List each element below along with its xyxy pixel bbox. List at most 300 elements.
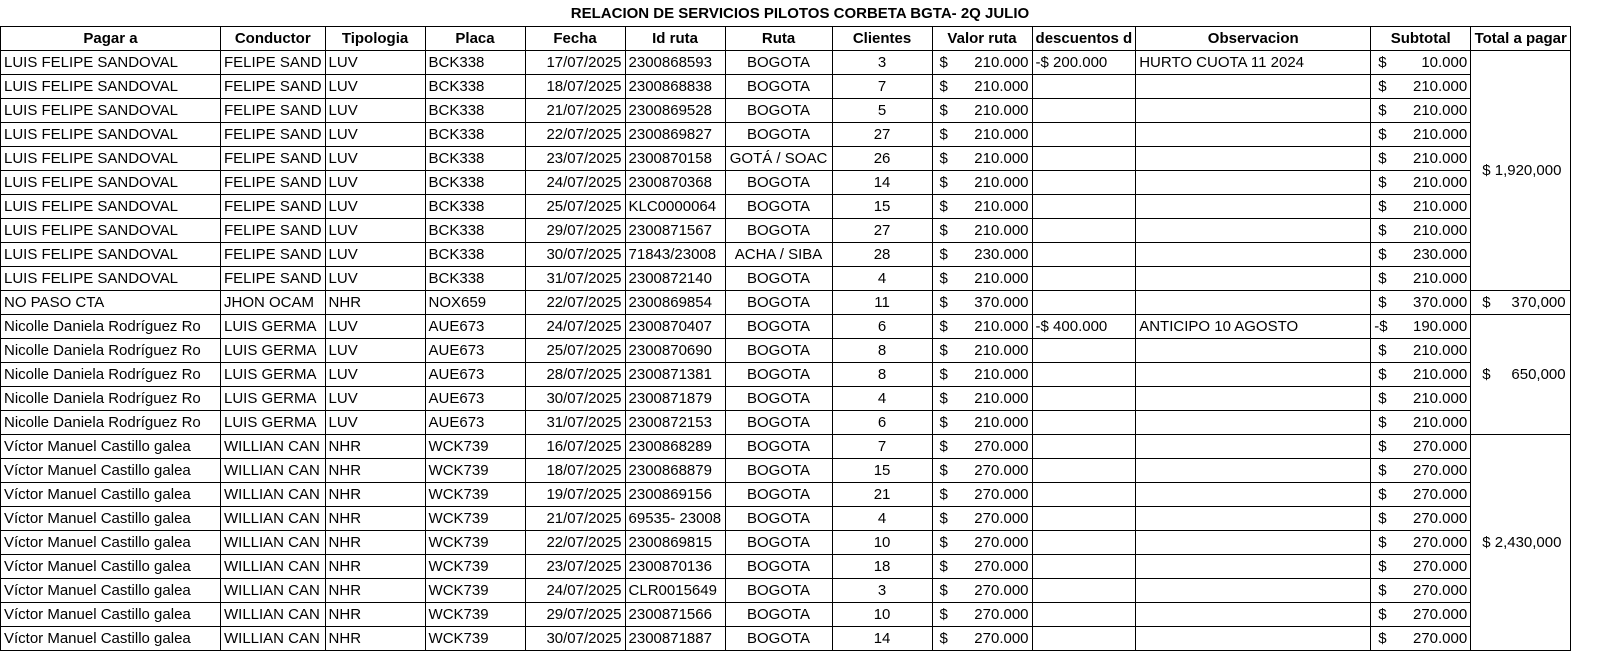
cell-ruta[interactable]: BOGOTA <box>725 51 832 75</box>
cell-fecha[interactable]: 31/07/2025 <box>525 267 625 291</box>
cell-clientes[interactable]: 10 <box>832 603 932 627</box>
cell-descuentos[interactable] <box>1032 219 1136 243</box>
cell-pagar-a[interactable]: LUIS FELIPE SANDOVAL <box>1 195 221 219</box>
cell-ruta[interactable]: BOGOTA <box>725 507 832 531</box>
cell-subtotal[interactable] <box>1371 411 1471 435</box>
cell-tipologia[interactable]: NHR <box>325 531 425 555</box>
cell-observacion[interactable] <box>1136 555 1371 579</box>
cell-ruta[interactable]: BOGOTA <box>725 123 832 147</box>
cell-conductor[interactable]: FELIPE SAND <box>221 195 326 219</box>
cell-observacion[interactable] <box>1136 147 1371 171</box>
cell-pagar-a[interactable]: NO PASO CTA <box>1 291 221 315</box>
cell-tipologia[interactable]: LUV <box>325 243 425 267</box>
cell-valor-ruta[interactable] <box>932 411 1032 435</box>
cell-valor-ruta[interactable] <box>932 51 1032 75</box>
cell-ruta[interactable]: GOTÁ / SOAC <box>725 147 832 171</box>
cell-clientes[interactable]: 14 <box>832 171 932 195</box>
cell-fecha[interactable]: 21/07/2025 <box>525 507 625 531</box>
cell-fecha[interactable]: 21/07/2025 <box>525 99 625 123</box>
cell-pagar-a[interactable]: Nicolle Daniela Rodríguez Ro <box>1 411 221 435</box>
cell-valor-ruta[interactable] <box>932 627 1032 651</box>
cell-conductor[interactable]: FELIPE SAND <box>221 267 326 291</box>
cell-descuentos[interactable] <box>1032 363 1136 387</box>
cell-observacion[interactable]: ANTICIPO 10 AGOSTO <box>1136 315 1371 339</box>
cell-pagar-a[interactable]: LUIS FELIPE SANDOVAL <box>1 123 221 147</box>
cell-fecha[interactable]: 30/07/2025 <box>525 387 625 411</box>
cell-fecha[interactable]: 25/07/2025 <box>525 339 625 363</box>
cell-descuentos[interactable] <box>1032 147 1136 171</box>
cell-valor-ruta[interactable] <box>932 99 1032 123</box>
cell-id-ruta[interactable]: 2300871381 <box>625 363 725 387</box>
cell-observacion[interactable] <box>1136 171 1371 195</box>
cell-conductor[interactable]: FELIPE SAND <box>221 123 326 147</box>
cell-valor-ruta[interactable] <box>932 291 1032 315</box>
cell-valor-ruta[interactable] <box>932 387 1032 411</box>
cell-observacion[interactable] <box>1136 99 1371 123</box>
cell-id-ruta[interactable]: 2300869156 <box>625 483 725 507</box>
cell-fecha[interactable]: 30/07/2025 <box>525 627 625 651</box>
cell-id-ruta[interactable]: 2300868593 <box>625 51 725 75</box>
cell-clientes[interactable]: 7 <box>832 435 932 459</box>
cell-conductor[interactable]: LUIS GERMA <box>221 363 326 387</box>
cell-ruta[interactable]: BOGOTA <box>725 195 832 219</box>
cell-valor-ruta[interactable] <box>932 147 1032 171</box>
cell-ruta[interactable]: BOGOTA <box>725 435 832 459</box>
cell-conductor[interactable]: FELIPE SAND <box>221 99 326 123</box>
cell-fecha[interactable]: 23/07/2025 <box>525 555 625 579</box>
cell-descuentos[interactable] <box>1032 507 1136 531</box>
cell-clientes[interactable]: 5 <box>832 99 932 123</box>
cell-fecha[interactable]: 22/07/2025 <box>525 291 625 315</box>
cell-tipologia[interactable]: NHR <box>325 507 425 531</box>
cell-ruta[interactable]: BOGOTA <box>725 171 832 195</box>
cell-ruta[interactable]: BOGOTA <box>725 99 832 123</box>
cell-tipologia[interactable]: LUV <box>325 315 425 339</box>
cell-observacion[interactable] <box>1136 627 1371 651</box>
cell-total-a-pagar[interactable] <box>1471 315 1571 435</box>
cell-subtotal[interactable] <box>1371 219 1471 243</box>
cell-observacion[interactable] <box>1136 291 1371 315</box>
cell-ruta[interactable]: BOGOTA <box>725 219 832 243</box>
cell-placa[interactable]: WCK739 <box>425 435 525 459</box>
cell-placa[interactable]: BCK338 <box>425 51 525 75</box>
cell-descuentos[interactable] <box>1032 483 1136 507</box>
cell-pagar-a[interactable]: LUIS FELIPE SANDOVAL <box>1 99 221 123</box>
cell-fecha[interactable]: 18/07/2025 <box>525 75 625 99</box>
cell-subtotal[interactable] <box>1371 531 1471 555</box>
cell-descuentos[interactable] <box>1032 291 1136 315</box>
cell-fecha[interactable]: 24/07/2025 <box>525 579 625 603</box>
cell-conductor[interactable]: FELIPE SAND <box>221 171 326 195</box>
cell-pagar-a[interactable]: Nicolle Daniela Rodríguez Ro <box>1 363 221 387</box>
header-cell[interactable]: Valor ruta <box>932 27 1032 51</box>
cell-tipologia[interactable]: LUV <box>325 219 425 243</box>
cell-subtotal[interactable] <box>1371 75 1471 99</box>
cell-ruta[interactable]: BOGOTA <box>725 315 832 339</box>
cell-observacion[interactable] <box>1136 387 1371 411</box>
cell-valor-ruta[interactable] <box>932 603 1032 627</box>
cell-observacion[interactable] <box>1136 339 1371 363</box>
cell-pagar-a[interactable]: LUIS FELIPE SANDOVAL <box>1 243 221 267</box>
cell-tipologia[interactable]: NHR <box>325 555 425 579</box>
cell-clientes[interactable]: 6 <box>832 315 932 339</box>
cell-conductor[interactable]: WILLIAN CAN <box>221 579 326 603</box>
cell-subtotal[interactable] <box>1371 195 1471 219</box>
cell-tipologia[interactable]: NHR <box>325 627 425 651</box>
cell-tipologia[interactable]: NHR <box>325 483 425 507</box>
cell-placa[interactable]: WCK739 <box>425 627 525 651</box>
cell-placa[interactable]: BCK338 <box>425 147 525 171</box>
cell-placa[interactable]: AUE673 <box>425 363 525 387</box>
cell-conductor[interactable]: FELIPE SAND <box>221 243 326 267</box>
cell-fecha[interactable]: 24/07/2025 <box>525 315 625 339</box>
cell-placa[interactable]: BCK338 <box>425 219 525 243</box>
cell-tipologia[interactable]: NHR <box>325 579 425 603</box>
cell-id-ruta[interactable]: 69535- 23008 <box>625 507 725 531</box>
cell-id-ruta[interactable]: 2300869854 <box>625 291 725 315</box>
cell-placa[interactable]: BCK338 <box>425 171 525 195</box>
cell-pagar-a[interactable]: LUIS FELIPE SANDOVAL <box>1 75 221 99</box>
cell-conductor[interactable]: WILLIAN CAN <box>221 459 326 483</box>
cell-tipologia[interactable]: LUV <box>325 339 425 363</box>
cell-ruta[interactable]: BOGOTA <box>725 363 832 387</box>
cell-id-ruta[interactable]: 2300868838 <box>625 75 725 99</box>
header-cell[interactable]: Id ruta <box>625 27 725 51</box>
cell-clientes[interactable]: 28 <box>832 243 932 267</box>
cell-placa[interactable]: NOX659 <box>425 291 525 315</box>
cell-valor-ruta[interactable] <box>932 459 1032 483</box>
cell-valor-ruta[interactable] <box>932 123 1032 147</box>
cell-ruta[interactable]: ACHA / SIBA <box>725 243 832 267</box>
header-cell[interactable]: Observacion <box>1136 27 1371 51</box>
cell-tipologia[interactable]: LUV <box>325 147 425 171</box>
cell-id-ruta[interactable]: CLR0015649 <box>625 579 725 603</box>
cell-id-ruta[interactable]: 2300868289 <box>625 435 725 459</box>
cell-conductor[interactable]: JHON OCAM <box>221 291 326 315</box>
cell-placa[interactable]: WCK739 <box>425 483 525 507</box>
cell-descuentos[interactable] <box>1032 75 1136 99</box>
cell-ruta[interactable]: BOGOTA <box>725 339 832 363</box>
cell-observacion[interactable] <box>1136 75 1371 99</box>
cell-conductor[interactable]: LUIS GERMA <box>221 411 326 435</box>
cell-observacion[interactable] <box>1136 411 1371 435</box>
cell-ruta[interactable]: BOGOTA <box>725 531 832 555</box>
cell-descuentos[interactable] <box>1032 195 1136 219</box>
cell-valor-ruta[interactable] <box>932 243 1032 267</box>
cell-pagar-a[interactable]: Nicolle Daniela Rodríguez Ro <box>1 387 221 411</box>
cell-pagar-a[interactable]: LUIS FELIPE SANDOVAL <box>1 267 221 291</box>
cell-ruta[interactable]: BOGOTA <box>725 627 832 651</box>
cell-subtotal[interactable] <box>1371 267 1471 291</box>
cell-clientes[interactable]: 4 <box>832 507 932 531</box>
cell-clientes[interactable]: 11 <box>832 291 932 315</box>
cell-subtotal[interactable] <box>1371 579 1471 603</box>
cell-fecha[interactable]: 29/07/2025 <box>525 219 625 243</box>
cell-pagar-a[interactable]: LUIS FELIPE SANDOVAL <box>1 219 221 243</box>
cell-id-ruta[interactable]: 2300869815 <box>625 531 725 555</box>
cell-fecha[interactable]: 22/07/2025 <box>525 531 625 555</box>
cell-clientes[interactable]: 3 <box>832 51 932 75</box>
cell-placa[interactable]: WCK739 <box>425 555 525 579</box>
cell-valor-ruta[interactable] <box>932 555 1032 579</box>
cell-pagar-a[interactable]: Víctor Manuel Castillo galea <box>1 579 221 603</box>
cell-subtotal[interactable] <box>1371 555 1471 579</box>
cell-pagar-a[interactable]: Víctor Manuel Castillo galea <box>1 531 221 555</box>
cell-pagar-a[interactable]: Nicolle Daniela Rodríguez Ro <box>1 315 221 339</box>
cell-descuentos[interactable] <box>1032 435 1136 459</box>
cell-id-ruta[interactable]: KLC0000064 <box>625 195 725 219</box>
cell-subtotal[interactable] <box>1371 603 1471 627</box>
cell-descuentos[interactable] <box>1032 579 1136 603</box>
cell-valor-ruta[interactable] <box>932 531 1032 555</box>
cell-observacion[interactable] <box>1136 363 1371 387</box>
cell-placa[interactable]: WCK739 <box>425 603 525 627</box>
cell-ruta[interactable]: BOGOTA <box>725 483 832 507</box>
cell-clientes[interactable]: 21 <box>832 483 932 507</box>
cell-ruta[interactable]: BOGOTA <box>725 603 832 627</box>
cell-id-ruta[interactable]: 2300871566 <box>625 603 725 627</box>
cell-fecha[interactable]: 22/07/2025 <box>525 123 625 147</box>
cell-conductor[interactable]: WILLIAN CAN <box>221 603 326 627</box>
cell-placa[interactable]: AUE673 <box>425 339 525 363</box>
cell-id-ruta[interactable]: 71843/23008 <box>625 243 725 267</box>
cell-clientes[interactable]: 26 <box>832 147 932 171</box>
cell-tipologia[interactable]: LUV <box>325 195 425 219</box>
header-cell[interactable]: Total a pagar <box>1471 27 1571 51</box>
cell-descuentos[interactable] <box>1032 243 1136 267</box>
cell-clientes[interactable]: 10 <box>832 531 932 555</box>
cell-subtotal[interactable] <box>1371 315 1471 339</box>
cell-pagar-a[interactable]: LUIS FELIPE SANDOVAL <box>1 147 221 171</box>
cell-id-ruta[interactable]: 2300869827 <box>625 123 725 147</box>
header-cell[interactable]: Placa <box>425 27 525 51</box>
header-cell[interactable]: Conductor <box>221 27 326 51</box>
cell-ruta[interactable]: BOGOTA <box>725 387 832 411</box>
cell-valor-ruta[interactable] <box>932 363 1032 387</box>
cell-clientes[interactable]: 3 <box>832 579 932 603</box>
cell-observacion[interactable] <box>1136 219 1371 243</box>
cell-valor-ruta[interactable] <box>932 579 1032 603</box>
cell-subtotal[interactable] <box>1371 123 1471 147</box>
cell-descuentos[interactable] <box>1032 459 1136 483</box>
cell-id-ruta[interactable]: 2300871879 <box>625 387 725 411</box>
cell-id-ruta[interactable]: 2300870407 <box>625 315 725 339</box>
cell-conductor[interactable]: WILLIAN CAN <box>221 507 326 531</box>
cell-conductor[interactable]: WILLIAN CAN <box>221 435 326 459</box>
cell-conductor[interactable]: WILLIAN CAN <box>221 531 326 555</box>
cell-total-a-pagar[interactable] <box>1471 51 1571 291</box>
cell-placa[interactable]: AUE673 <box>425 387 525 411</box>
cell-descuentos[interactable] <box>1032 171 1136 195</box>
cell-fecha[interactable]: 17/07/2025 <box>525 51 625 75</box>
cell-placa[interactable]: BCK338 <box>425 195 525 219</box>
cell-fecha[interactable]: 30/07/2025 <box>525 243 625 267</box>
cell-id-ruta[interactable]: 2300870690 <box>625 339 725 363</box>
cell-tipologia[interactable]: NHR <box>325 459 425 483</box>
cell-pagar-a[interactable]: Víctor Manuel Castillo galea <box>1 507 221 531</box>
cell-subtotal[interactable] <box>1371 291 1471 315</box>
cell-pagar-a[interactable]: LUIS FELIPE SANDOVAL <box>1 51 221 75</box>
cell-placa[interactable]: WCK739 <box>425 507 525 531</box>
cell-fecha[interactable]: 23/07/2025 <box>525 147 625 171</box>
cell-tipologia[interactable]: NHR <box>325 291 425 315</box>
cell-subtotal[interactable] <box>1371 99 1471 123</box>
cell-id-ruta[interactable]: 2300870136 <box>625 555 725 579</box>
cell-clientes[interactable]: 4 <box>832 387 932 411</box>
cell-id-ruta[interactable]: 2300871567 <box>625 219 725 243</box>
cell-subtotal[interactable] <box>1371 363 1471 387</box>
cell-ruta[interactable]: BOGOTA <box>725 459 832 483</box>
cell-subtotal[interactable] <box>1371 483 1471 507</box>
cell-fecha[interactable]: 24/07/2025 <box>525 171 625 195</box>
cell-observacion[interactable] <box>1136 435 1371 459</box>
header-cell[interactable]: Fecha <box>525 27 625 51</box>
cell-valor-ruta[interactable] <box>932 219 1032 243</box>
cell-ruta[interactable]: BOGOTA <box>725 555 832 579</box>
cell-valor-ruta[interactable] <box>932 267 1032 291</box>
cell-subtotal[interactable] <box>1371 459 1471 483</box>
cell-tipologia[interactable]: LUV <box>325 171 425 195</box>
cell-conductor[interactable]: WILLIAN CAN <box>221 483 326 507</box>
cell-conductor[interactable]: LUIS GERMA <box>221 339 326 363</box>
cell-pagar-a[interactable]: Víctor Manuel Castillo galea <box>1 459 221 483</box>
cell-subtotal[interactable] <box>1371 387 1471 411</box>
cell-observacion[interactable] <box>1136 123 1371 147</box>
cell-valor-ruta[interactable] <box>932 195 1032 219</box>
cell-clientes[interactable]: 4 <box>832 267 932 291</box>
cell-placa[interactable]: BCK338 <box>425 267 525 291</box>
cell-subtotal[interactable] <box>1371 627 1471 651</box>
cell-descuentos[interactable] <box>1032 531 1136 555</box>
cell-id-ruta[interactable]: 2300870158 <box>625 147 725 171</box>
cell-tipologia[interactable]: LUV <box>325 75 425 99</box>
cell-tipologia[interactable]: LUV <box>325 123 425 147</box>
cell-valor-ruta[interactable] <box>932 315 1032 339</box>
cell-pagar-a[interactable]: Víctor Manuel Castillo galea <box>1 483 221 507</box>
cell-total-a-pagar[interactable] <box>1471 435 1571 651</box>
cell-subtotal[interactable] <box>1371 147 1471 171</box>
cell-tipologia[interactable]: NHR <box>325 603 425 627</box>
cell-descuentos[interactable]: -$ 400.000 <box>1032 315 1136 339</box>
cell-subtotal[interactable] <box>1371 339 1471 363</box>
cell-fecha[interactable]: 18/07/2025 <box>525 459 625 483</box>
cell-observacion[interactable] <box>1136 459 1371 483</box>
cell-ruta[interactable]: BOGOTA <box>725 75 832 99</box>
cell-tipologia[interactable]: LUV <box>325 267 425 291</box>
cell-descuentos[interactable]: -$ 200.000 <box>1032 51 1136 75</box>
header-cell[interactable]: Clientes <box>832 27 932 51</box>
cell-conductor[interactable]: LUIS GERMA <box>221 315 326 339</box>
cell-clientes[interactable]: 8 <box>832 363 932 387</box>
cell-valor-ruta[interactable] <box>932 435 1032 459</box>
cell-descuentos[interactable] <box>1032 411 1136 435</box>
cell-observacion[interactable] <box>1136 531 1371 555</box>
cell-subtotal[interactable] <box>1371 435 1471 459</box>
cell-pagar-a[interactable]: Víctor Manuel Castillo galea <box>1 435 221 459</box>
header-cell[interactable]: Pagar a <box>1 27 221 51</box>
cell-id-ruta[interactable]: 2300868879 <box>625 459 725 483</box>
cell-tipologia[interactable]: NHR <box>325 435 425 459</box>
cell-conductor[interactable]: FELIPE SAND <box>221 75 326 99</box>
cell-pagar-a[interactable]: Víctor Manuel Castillo galea <box>1 555 221 579</box>
cell-observacion[interactable] <box>1136 483 1371 507</box>
cell-id-ruta[interactable]: 2300869528 <box>625 99 725 123</box>
cell-clientes[interactable]: 27 <box>832 123 932 147</box>
cell-clientes[interactable]: 15 <box>832 459 932 483</box>
cell-conductor[interactable]: FELIPE SAND <box>221 219 326 243</box>
cell-valor-ruta[interactable] <box>932 75 1032 99</box>
cell-conductor[interactable]: WILLIAN CAN <box>221 627 326 651</box>
cell-fecha[interactable]: 29/07/2025 <box>525 603 625 627</box>
cell-tipologia[interactable]: LUV <box>325 99 425 123</box>
cell-descuentos[interactable] <box>1032 603 1136 627</box>
cell-clientes[interactable]: 15 <box>832 195 932 219</box>
header-cell[interactable]: Ruta <box>725 27 832 51</box>
cell-placa[interactable]: BCK338 <box>425 123 525 147</box>
cell-observacion[interactable] <box>1136 579 1371 603</box>
cell-fecha[interactable]: 19/07/2025 <box>525 483 625 507</box>
cell-ruta[interactable]: BOGOTA <box>725 579 832 603</box>
cell-tipologia[interactable]: LUV <box>325 411 425 435</box>
cell-descuentos[interactable] <box>1032 267 1136 291</box>
cell-observacion[interactable] <box>1136 243 1371 267</box>
cell-placa[interactable]: BCK338 <box>425 243 525 267</box>
cell-clientes[interactable]: 7 <box>832 75 932 99</box>
cell-valor-ruta[interactable] <box>932 507 1032 531</box>
cell-placa[interactable]: AUE673 <box>425 411 525 435</box>
cell-placa[interactable]: AUE673 <box>425 315 525 339</box>
cell-clientes[interactable]: 27 <box>832 219 932 243</box>
cell-tipologia[interactable]: LUV <box>325 363 425 387</box>
cell-subtotal[interactable] <box>1371 51 1471 75</box>
cell-subtotal[interactable] <box>1371 243 1471 267</box>
cell-subtotal[interactable] <box>1371 507 1471 531</box>
cell-descuentos[interactable] <box>1032 627 1136 651</box>
cell-pagar-a[interactable]: Víctor Manuel Castillo galea <box>1 627 221 651</box>
cell-ruta[interactable]: BOGOTA <box>725 267 832 291</box>
cell-observacion[interactable] <box>1136 267 1371 291</box>
cell-tipologia[interactable]: LUV <box>325 387 425 411</box>
cell-id-ruta[interactable]: 2300870368 <box>625 171 725 195</box>
cell-conductor[interactable]: WILLIAN CAN <box>221 555 326 579</box>
header-cell[interactable]: Subtotal <box>1371 27 1471 51</box>
cell-descuentos[interactable] <box>1032 339 1136 363</box>
cell-descuentos[interactable] <box>1032 123 1136 147</box>
cell-fecha[interactable]: 16/07/2025 <box>525 435 625 459</box>
header-cell[interactable]: Tipologia <box>325 27 425 51</box>
cell-valor-ruta[interactable] <box>932 483 1032 507</box>
cell-placa[interactable]: WCK739 <box>425 579 525 603</box>
cell-clientes[interactable]: 8 <box>832 339 932 363</box>
cell-id-ruta[interactable]: 2300872140 <box>625 267 725 291</box>
cell-placa[interactable]: BCK338 <box>425 75 525 99</box>
cell-pagar-a[interactable]: LUIS FELIPE SANDOVAL <box>1 171 221 195</box>
cell-conductor[interactable]: FELIPE SAND <box>221 147 326 171</box>
cell-observacion[interactable] <box>1136 507 1371 531</box>
cell-tipologia[interactable]: LUV <box>325 51 425 75</box>
cell-conductor[interactable]: FELIPE SAND <box>221 51 326 75</box>
cell-conductor[interactable]: LUIS GERMA <box>221 387 326 411</box>
cell-subtotal[interactable] <box>1371 171 1471 195</box>
cell-valor-ruta[interactable] <box>932 171 1032 195</box>
cell-fecha[interactable]: 31/07/2025 <box>525 411 625 435</box>
cell-id-ruta[interactable]: 2300872153 <box>625 411 725 435</box>
cell-placa[interactable]: WCK739 <box>425 531 525 555</box>
cell-fecha[interactable]: 28/07/2025 <box>525 363 625 387</box>
cell-placa[interactable]: WCK739 <box>425 459 525 483</box>
cell-clientes[interactable]: 18 <box>832 555 932 579</box>
header-cell[interactable]: descuentos d <box>1032 27 1136 51</box>
